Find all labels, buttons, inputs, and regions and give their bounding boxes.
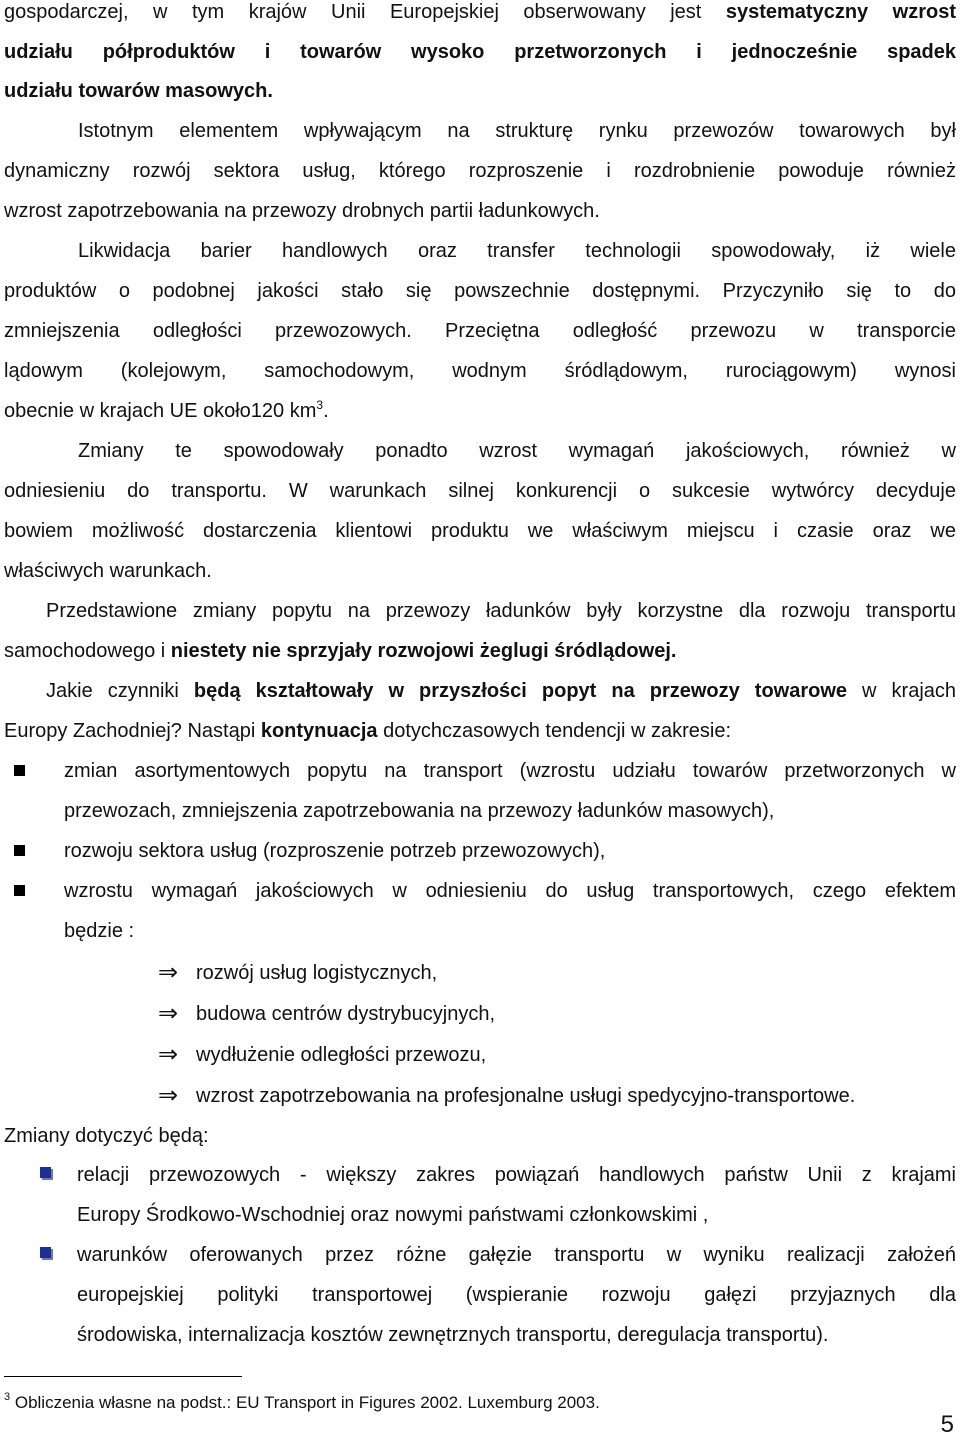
p3-line-4: lądowym (kolejowym, samochodowym, wodnym śródlądowym, rurociągowym) wynosi [4,360,956,382]
p2-line-3: wzrost zapotrzebowania na przewozy drobnych partii ładunkowych. [4,200,600,222]
double-arrow-icon: ⇒ [158,999,179,1027]
bullet-3-line-2: będzie : [64,920,135,942]
change-2-line-2: europejskiej polityki transportowej (wspieranie rozwoju gałęzi przyjaznych dla [77,1284,956,1306]
arrow-item-3: wydłużenie odległości przewozu, [196,1044,487,1066]
double-arrow-icon: ⇒ [158,958,179,986]
p2-line-2: dynamiczny rozwój sektora usług, którego rozproszenie i rozdrobnienie powoduje również [4,160,956,182]
p4-line-2: odniesieniu do transportu. W warunkach silnej konkurencji o sukcesie wytwórcy decyduje [4,480,956,502]
footnote: $^3$ Obliczenia własne na podst.: EU Transport in Figures 2002. Luxemburg 2003. [4,1391,600,1412]
arrow-item-1: rozwój usług logistycznych, [196,962,438,984]
p6-line-1: Jakie czynniki będą kształtowały w przyszłości popyt na przewozy towarowe w krajach [46,680,957,702]
bullet-2: rozwoju sektora usług (rozproszenie potrzeb przewozowych), [64,840,606,862]
bullet-3-line-1: wzrostu wymagań jakościowych w odniesieniu do usług transportowych, czego efektem [64,880,956,902]
arrow-item-4: wzrost zapotrzebowania na profesjonalne usługi spedycyjno-transportowe. [196,1085,856,1107]
p4-line-3: bowiem możliwość dostarczenia klientowi produktu we właściwym miejscu i czasie oraz we [4,520,956,542]
p3-line-1: Likwidacja barier handlowych oraz transfer technologii spowodowały, iż wiele [78,240,956,262]
square-bullet-icon [14,885,25,896]
square-bullet-icon [14,765,25,776]
blue-square-bullet-icon [40,1167,51,1178]
p1-line-1: gospodarczej, w tym krajów Unii Europejskiej obserwowany jest systematyczny wzrost [4,1,957,23]
p2-line-1: Istotnym elementem wpływającym na strukturę rynku przewozów towarowych był [78,120,956,142]
p1-line-2: udziału półproduktów i towarów wysoko przetworzonych i jednocześnie spadek [4,41,956,63]
p1-line-3: udziału towarów masowych. [4,80,273,102]
double-arrow-icon: ⇒ [158,1081,179,1109]
p4-line-4: właściwych warunkach. [4,560,212,582]
change-1-line-2: Europy Środkowo-Wschodniej oraz nowymi państwami członkowskimi , [77,1204,709,1226]
p5-line-1: Przedstawione zmiany popytu na przewozy ładunków były korzystne dla rozwoju transportu [46,600,956,622]
changes-intro: Zmiany dotyczyć będą: [4,1125,209,1147]
p4-line-1: Zmiany te spowodowały ponadto wzrost wymagań jakościowych, również w [78,440,956,462]
bullet-1-line-1: zmian asortymentowych popytu na transport (wzrostu udziału towarów przetworzonych w [64,760,956,782]
p3-line-2: produktów o podobnej jakości stało się powszechnie dostępnymi. Przyczyniło się to do [4,280,956,302]
square-bullet-icon [14,845,25,856]
change-1-line-1: relacji przewozowych - większy zakres powiązań handlowych państw Unii z krajami [77,1164,956,1186]
p3-line-5: obecnie w krajach UE około120 $km^3$. [4,398,329,422]
bullet-1-line-2: przewozach, zmniejszenia zapotrzebowania na przewozy ładunków masowych), [64,800,775,822]
blue-square-bullet-icon [40,1247,51,1258]
page-number: 5 [940,1411,954,1438]
change-2-line-3: środowiska, internalizacja kosztów zewnętrznych transportu, deregulacja transportu). [77,1324,829,1346]
change-2-line-1: warunków oferowanych przez różne gałęzie transportu w wyniku realizacji założeń [77,1244,956,1266]
p3-line-3: zmniejszenia odległości przewozowych. Przeciętna odległość przewozu w transporcie [4,320,956,342]
p5-line-2: samochodowego i niestety nie sprzyjały rozwojowi żeglugi śródlądowej. [4,640,677,662]
footnote-ref: 3 [316,398,324,412]
footnote-separator [4,1376,242,1377]
p6-line-2: Europy Zachodniej? Nastąpi kontynuacja dotychczasowych tendencji w zakresie: [4,720,732,742]
double-arrow-icon: ⇒ [158,1040,179,1068]
arrow-item-2: budowa centrów dystrybucyjnych, [196,1003,496,1025]
